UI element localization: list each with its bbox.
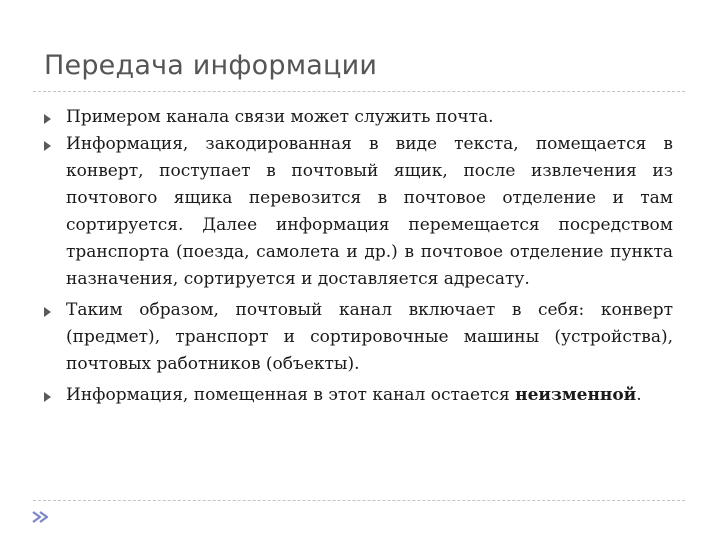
footer-divider: [33, 500, 685, 501]
bullet-text-end: .: [636, 385, 642, 405]
bullet-text: Таким образом, почтовый канал включает в себя: конверт (предмет), транспорт и сортировочные машины (устройства), почтовых работников (объекты).: [66, 300, 673, 374]
bullet-text: Информация, закодированная в виде текста, помещается в конверт, поступает в почтовый ящик, после извлечения из почтового ящика перевозится в почтовое отделение и там сортируется. Далее информация перемещается посредством транспорта (поезда, самолета и др.) в почтовое отделение пункта назначения, сортируется и доставляется адресату.: [66, 134, 673, 289]
bullet-item-2: [36, 131, 673, 293]
bullet-item-3: [36, 297, 673, 378]
bullet-arrow-icon: [44, 141, 51, 151]
title-divider: [33, 91, 685, 92]
bullet-text: Примером канала связи может служить почта.: [66, 107, 494, 127]
bullet-arrow-icon: [44, 114, 51, 124]
double-chevron-icon: [31, 506, 51, 530]
slide-title: Передача информации: [44, 50, 378, 81]
bullet-list: [36, 104, 673, 409]
bullet-item-1: [36, 104, 673, 131]
bullet-arrow-icon: [44, 307, 51, 317]
bullet-text-start: Информация, помещенная в этот канал остается: [66, 385, 516, 405]
bullet-arrow-icon: [44, 392, 51, 402]
bullet-text-emphasis: неизменной: [515, 385, 637, 405]
bullet-item-4: [36, 382, 673, 409]
